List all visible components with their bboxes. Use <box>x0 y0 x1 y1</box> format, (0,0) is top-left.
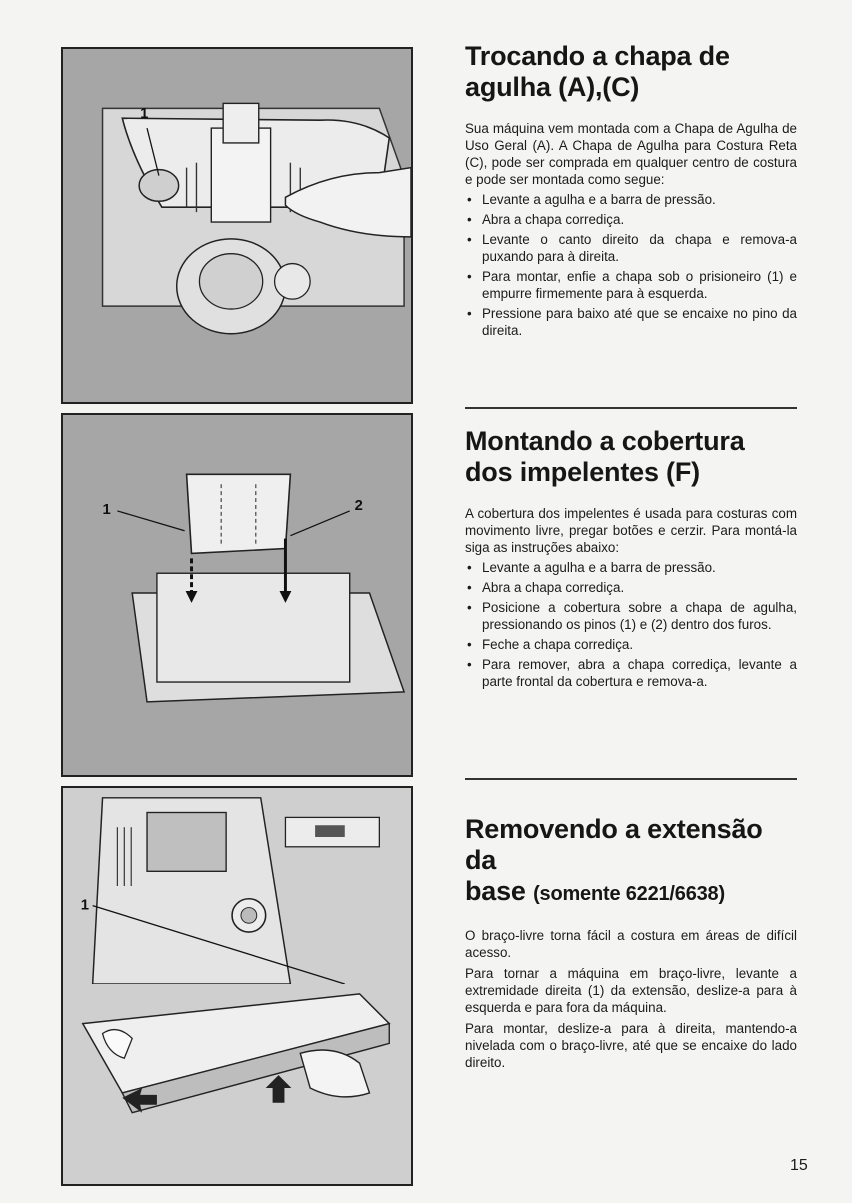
list-item: • Levante o canto direito da chapa e remova-a puxando para à direita. <box>465 231 797 265</box>
list-item: • Abra a chapa corrediça. <box>465 579 797 596</box>
extension-table-illustration <box>61 786 413 986</box>
section-title: Montando a cobertura dos impelentes (F) <box>465 426 745 487</box>
section-extension-table <box>465 814 797 1071</box>
section-title: Trocando a chapa de agulha (A),(C) <box>465 41 730 102</box>
section-paragraph: O braço-livre torna fácil a costura em áreas de difícil acesso. <box>465 928 797 960</box>
callout-1: 1 <box>140 106 149 123</box>
list-item: • Levante a agulha e a barra de pressão. <box>465 191 797 208</box>
callout-1: 1 <box>80 897 90 914</box>
section-paragraph: Para tornar a máquina em braço-livre, levante a extremidade direita (1) da extensão, deslize-a para à esquerda e para fora da máquina. <box>465 966 797 1015</box>
list-item: • Levante a agulha e a barra de pressão. <box>465 559 797 576</box>
section-divider <box>465 407 797 409</box>
section-divider <box>465 778 797 780</box>
page-number: 15 <box>790 1157 808 1174</box>
section-paragraph: Sua máquina vem montada com a Chapa de Agulha de Uso Geral (A). A Chapa de Agulha para Costura Reta (C), pode ser comprada em qualquer centro de costura e pode ser montada como segue: <box>465 121 797 187</box>
section-paragraph: Para montar, deslize-a para à direita, mantendo-a nivelada com o braço-livre, até que se encaixe do lado direito. <box>465 1021 797 1070</box>
list-item: • Para remover, abra a chapa corrediça, levante a parte frontal da cobertura e remova-a. <box>465 656 797 690</box>
extension-table-lower <box>61 984 413 1186</box>
section-darning-cover <box>465 426 797 693</box>
needle-plate-illustration <box>61 47 413 404</box>
list-item: • Abra a chapa corrediça. <box>465 211 797 228</box>
section-paragraph: A cobertura dos impelentes é usada para costuras com movimento livre, pregar botões e cerzir. Para montá-la siga as instruções abaixo: <box>465 506 797 555</box>
section-needle-plate <box>465 41 797 342</box>
bullet-list <box>465 559 797 690</box>
bullet-list <box>465 191 797 339</box>
section-title: Removendo a extensão da base (somente 6221/6638) <box>465 814 763 906</box>
list-item: • Pressione para baixo até que se encaixe no pino da direita. <box>465 305 797 339</box>
darning-cover-illustration <box>61 413 413 777</box>
callout-1: 1 <box>102 501 111 518</box>
callout-2: 2 <box>354 497 363 514</box>
list-item: • Para montar, enfie a chapa sob o prisioneiro (1) e empurre firmemente para à esquerda. <box>465 268 797 302</box>
list-item: • Feche a chapa corrediça. <box>465 636 797 653</box>
list-item: • Posicione a cobertura sobre a chapa de agulha, pressionando os pinos (1) e (2) dentro dos furos. <box>465 599 797 633</box>
